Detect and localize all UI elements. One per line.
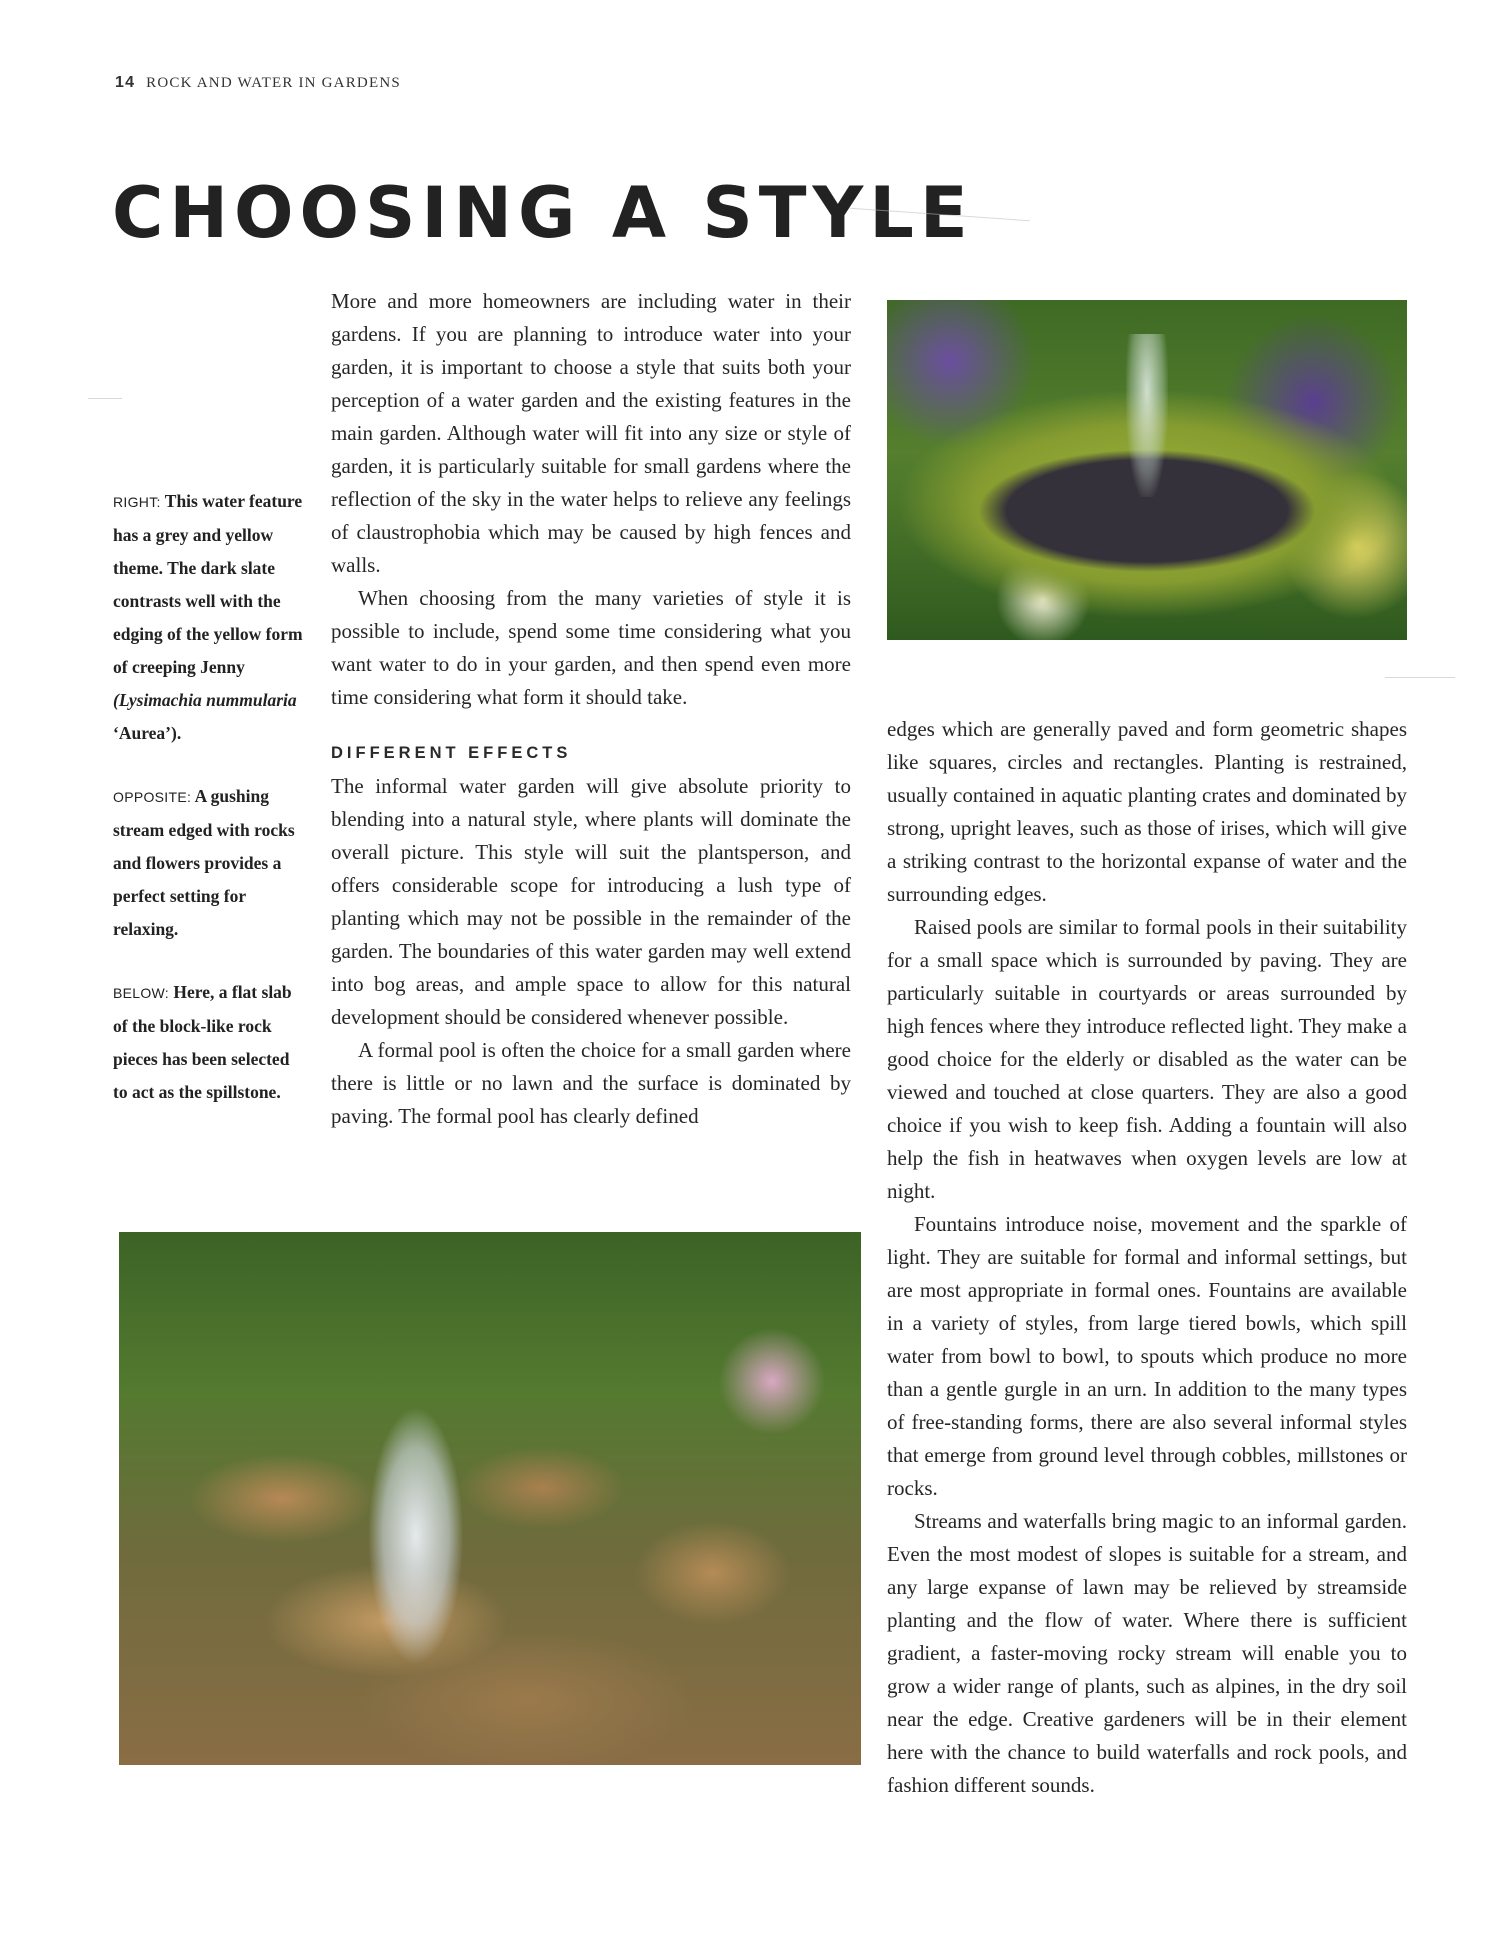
caption-label: BELOW: — [113, 985, 170, 1001]
caption-text: A gushing stream edged with rocks and flowers provides a perfect setting for relaxing. — [113, 786, 295, 939]
paragraph-informal-garden: The informal water garden will give absolute priority to blending into a natural style, where plants will dominate the overall picture. This style will suit the plantsperson, and offers considerable scope for introducing a lush type of planting which may not be possible in the remainder of the garden. The boundaries of this water garden may well extend into bog areas, and ample space to allow for this natural development should be considered whenever possible. — [331, 774, 851, 1029]
fountain-spray — [1126, 334, 1168, 497]
subheading-different-effects: DIFFERENT EFFECTS — [331, 744, 572, 762]
body-column-middle — [331, 285, 851, 1133]
fountain-photo — [887, 300, 1407, 640]
caption-below — [113, 976, 308, 1109]
caption-latin-name: (Lysimachia nummularia — [113, 690, 297, 710]
paragraph-choosing: When choosing from the many varieties of style it is possible to include, spend some time considering what you want water to do in your garden, and then spend even more time considering what form it should take. — [331, 586, 851, 709]
caption-right — [113, 485, 308, 750]
caption-text: Here, a flat slab of the block-like rock pieces has been selected to act as the spillstone. — [113, 982, 292, 1102]
caption-column — [113, 485, 308, 1139]
caption-label: RIGHT: — [113, 494, 161, 510]
body-column-right — [887, 713, 1407, 1802]
paragraph-raised-pools: Raised pools are similar to formal pools in their suitability for a small space which is surrounded by paving. They are particularly suitable in courtyards or areas surrounded by high fences where they introduce reflected light. They make a good choice for the elderly or disabled as the water can be viewed and touched at close quarters. They are also a good choice if you wish to keep fish. Adding a fountain will also help the fish in heatwaves when oxygen levels are low at night. — [887, 915, 1407, 1203]
running-title: ROCK AND WATER IN GARDENS — [146, 75, 401, 91]
running-head — [115, 74, 401, 92]
paragraph-intro: More and more homeowners are including water in their gardens. If you are planning to introduce water into your garden, it is important to choose a style that suits both your perception of a water garden and the existing features in the main garden. Although water will fit into any size or style of garden, it is particularly suitable for small gardens where the reflection of the sky in the water helps to relieve any feelings of claustrophobia which may be caused by high fences and walls. — [331, 289, 851, 577]
page-number: 14 — [115, 74, 136, 91]
waterfall-photo — [119, 1232, 861, 1765]
caption-text: This water feature has a grey and yellow theme. The dark slate contrasts well with the edging of the yellow form of creeping Jenny — [113, 491, 303, 677]
scan-mark-left — [88, 398, 122, 399]
paragraph-fountains: Fountains introduce noise, movement and the sparkle of light. They are suitable for formal and informal settings, but are most appropriate in formal ones. Fountains are available in a variety of styles, from large tiered bowls, which spill water from bowl to bowl, to spouts which produce no more than a gentle gurgle in an urn. In addition to the many types of free-standing forms, there are also several informal styles that emerge from ground level through cobbles, millstones or rocks. — [887, 1212, 1407, 1500]
paragraph-formal-pool-end: edges which are generally paved and form geometric shapes like squares, circles and rectangles. Planting is restrained, usually contained in aquatic planting crates and dominated by strong, upright leaves, such as those of irises, which will give a striking contrast to the horizontal expanse of water and the surrounding edges. — [887, 717, 1407, 906]
paragraph-streams: Streams and waterfalls bring magic to an informal garden. Even the most modest of slopes is suitable for a stream, and any large expanse of lawn may be relieved by streamside planting and the flow of water. Where there is sufficient gradient, a faster-moving rocky stream will enable you to grow a wider range of plants, such as alpines, in the dry soil near the edge. Creative gardeners will be in their element here with the chance to build waterfalls and rock pools, and fashion different sounds. — [887, 1509, 1407, 1797]
caption-opposite — [113, 780, 308, 946]
caption-cultivar: ‘Aurea’). — [113, 723, 182, 743]
caption-label: OPPOSITE: — [113, 789, 192, 805]
paragraph-formal-pool-start: A formal pool is often the choice for a small garden where there is little or no lawn and the surface is dominated by paving. The formal pool has clearly defined — [331, 1038, 851, 1128]
page-title: CHOOSING A STYLE — [112, 172, 974, 254]
scan-mark-right — [1385, 677, 1455, 678]
